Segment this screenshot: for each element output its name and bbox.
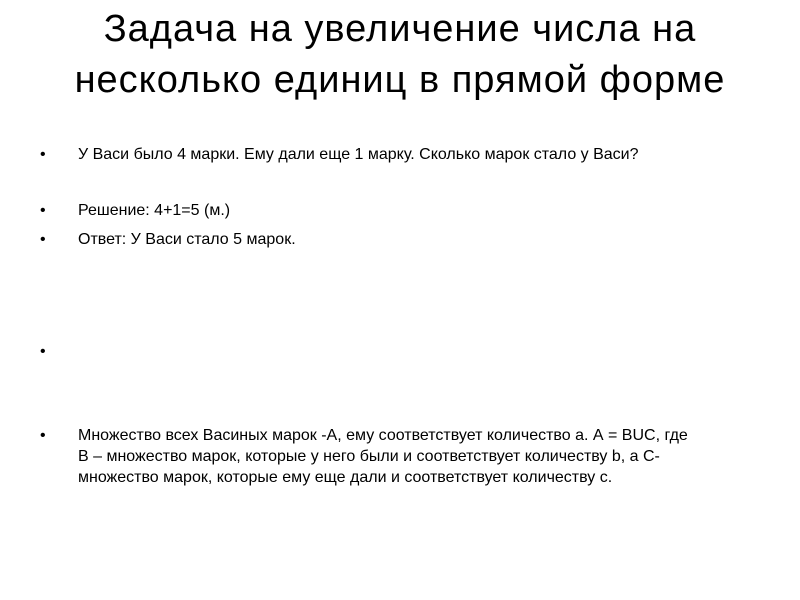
bullet-list: [40, 0, 740, 600]
bullet-marker: •: [40, 343, 46, 360]
slide-title: Задача на увеличение числа на несколько единиц в прямой форме: [74, 8, 726, 101]
bullet-marker: •: [40, 427, 46, 444]
bullet-item: [40, 425, 700, 488]
bullet-text: Ответ: У Васи стало 5 марок.: [78, 231, 296, 248]
bullet-text: Множество всех Васиных марок -А, ему соответствует количество а. А = ВUС, где В – множество марок, которые у него были и соответствует количеству b, а С- множество марок, которые ему еще дали и соответствует количеству с.: [78, 427, 688, 486]
bullet-marker: •: [40, 202, 46, 219]
bullet-item: [40, 200, 700, 221]
bullet-text: Решение: 4+1=5 (м.): [78, 202, 231, 219]
bullet-marker: •: [40, 231, 46, 248]
bullet-item: [40, 229, 700, 250]
bullet-item: [40, 144, 700, 165]
bullet-marker: •: [40, 146, 46, 163]
bullet-text: У Васи было 4 марки. Ему дали еще 1 марку. Сколько марок стало у Васи?: [78, 146, 639, 163]
